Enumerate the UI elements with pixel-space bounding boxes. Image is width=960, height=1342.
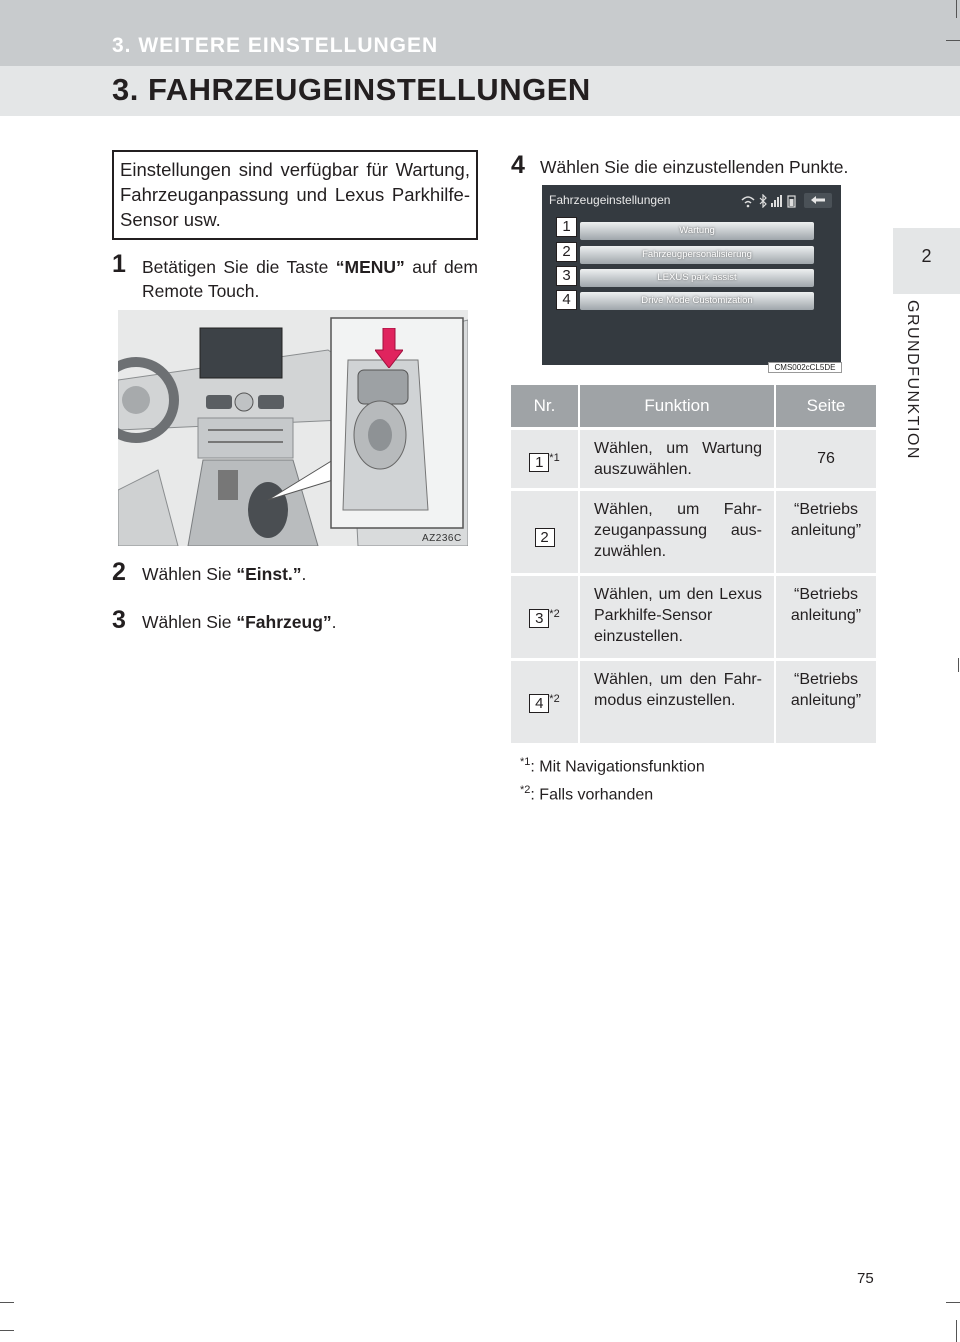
back-arrow-icon[interactable]	[804, 193, 832, 208]
table-cell-seite: “Betriebs anleitung”	[776, 658, 876, 743]
table-cell-funktion: Wählen, um Wartung auszuwählen.	[580, 427, 776, 488]
screen-callout-number: 3	[556, 266, 577, 286]
step-text-pre: Wählen Sie	[142, 612, 237, 632]
table-cell-funktion: Wählen, um den Lexus Parkhilfe-Sensor einzustellen.	[580, 573, 776, 658]
screen-callout-number: 4	[556, 290, 577, 310]
signal-strength-icon	[771, 195, 782, 207]
table-header-seite: Seite	[776, 385, 876, 427]
side-tab-label: GRUNDFUNKTION	[904, 300, 921, 460]
screen-callout-number: 2	[556, 242, 577, 262]
step-number: 4	[511, 151, 525, 179]
step-text	[142, 255, 478, 303]
page-number: 75	[857, 1270, 874, 1287]
crop-mark	[0, 1330, 14, 1331]
table-cell-nr	[511, 658, 580, 743]
step-text	[142, 610, 478, 634]
table-cell-seite: “Betriebs anleitung”	[776, 573, 876, 658]
table-header-row	[511, 385, 876, 427]
table-cell-funktion: Wählen, um den Fahrmodus einzustellen.	[580, 658, 776, 743]
table-header-funktion: Funktion	[580, 385, 776, 427]
screen-menu-item-drive-mode[interactable]: Drive Mode Customization	[580, 292, 814, 310]
figure-code: AZ236C	[422, 533, 462, 544]
footnote-mark: *2	[520, 784, 531, 796]
screen-menu-item-personalisierung[interactable]: Fahrzeugpersonalisierung	[580, 246, 814, 264]
step-number: 1	[112, 250, 126, 278]
table-row	[511, 488, 876, 573]
screen-callout-number: 1	[556, 217, 577, 237]
figure-code: CMS002cCL5DE	[768, 362, 842, 373]
battery-icon	[788, 196, 795, 207]
number-box: 1	[529, 453, 549, 472]
interior-drawing	[118, 310, 468, 546]
wifi-icon	[742, 197, 754, 207]
screen-menu-item-park-assist[interactable]: LEXUS park assist	[580, 269, 814, 287]
number-box: 3	[529, 609, 549, 628]
section-label: 3. WEITERE EINSTELLUNGEN	[112, 34, 439, 57]
pink-push-arrow-icon	[375, 328, 403, 368]
table-cell-funktion: Wählen, um Fahrzeuganpassung auszuwählen.	[580, 488, 776, 573]
table-cell-nr	[511, 427, 580, 488]
number-box: 4	[529, 694, 549, 713]
step-text-pre: Betätigen Sie die Taste	[142, 257, 336, 277]
table-cell-nr	[511, 488, 580, 573]
table-header-nr: Nr.	[511, 385, 580, 427]
step-text-post: .	[331, 612, 337, 632]
bluetooth-icon	[760, 195, 766, 207]
step-number: 3	[112, 606, 126, 634]
table-cell-seite: “Betriebs anleitung”	[776, 488, 876, 573]
footnote-text: : Mit Navigationsfunktion	[530, 758, 705, 776]
step-key-label: “MENU”	[335, 257, 405, 277]
crop-mark	[0, 1302, 14, 1303]
crop-mark	[958, 658, 959, 672]
step-number: 2	[112, 558, 126, 586]
footnote-mark: *1	[549, 452, 560, 464]
footnote-mark: *2	[549, 608, 560, 620]
intro-box: Einstellungen sind verfügbar für Wartung, Fahrzeuganpassung und Lexus Parkhilfe-Sensor usw.	[112, 150, 478, 240]
function-table	[511, 385, 876, 743]
table-row	[511, 427, 876, 488]
crop-mark	[956, 0, 957, 18]
page-title: 3. FAHRZEUGEINSTELLUNGEN	[112, 72, 591, 107]
step-text	[142, 562, 478, 586]
number-box: 2	[535, 528, 555, 547]
footnote-mark: *1	[520, 756, 531, 768]
step-key-label: “Fahrzeug”	[236, 612, 332, 632]
footnote-text: : Falls vorhanden	[530, 786, 654, 804]
footnote-mark: *2	[549, 693, 560, 705]
table-cell-seite: 76	[776, 427, 876, 488]
table-row	[511, 573, 876, 658]
footnote	[520, 751, 705, 778]
crop-mark	[946, 40, 960, 41]
step-key-label: “Einst.”	[236, 564, 302, 584]
table-row	[511, 658, 876, 743]
interior-illustration	[118, 310, 468, 546]
step-text-post: auf dem Remote Touch.	[142, 257, 478, 301]
step-text-pre: Wählen Sie	[142, 564, 237, 584]
table-cell-nr	[511, 573, 580, 658]
crop-mark	[946, 1302, 960, 1303]
vehicle-settings-screen	[542, 185, 841, 365]
screen-menu-item-wartung[interactable]: Wartung	[580, 222, 814, 240]
step-text	[540, 155, 880, 179]
side-tab-number: 2	[921, 246, 932, 266]
footnote	[520, 779, 653, 806]
screen-title: Fahrzeugeinstellungen	[549, 193, 671, 207]
status-icons	[740, 194, 800, 208]
step-text-post: .	[301, 564, 307, 584]
step-text-pre: Wählen Sie die einzustellenden Punkte.	[540, 157, 849, 177]
crop-mark	[956, 1320, 957, 1342]
